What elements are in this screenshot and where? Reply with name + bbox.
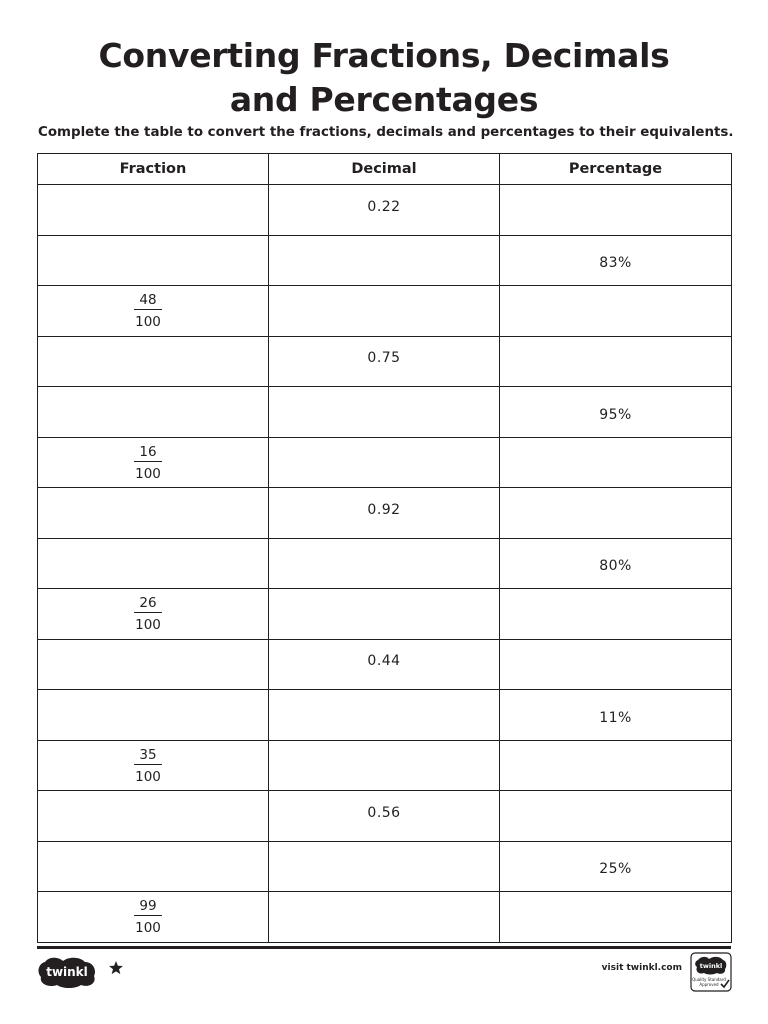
decimal-value: 0.22 — [367, 198, 401, 215]
decimal-cell[interactable] — [269, 589, 500, 640]
fraction-denominator: 100 — [135, 314, 161, 331]
fraction-denominator: 100 — [135, 465, 161, 482]
percentage-cell[interactable] — [500, 286, 732, 337]
fraction-cell[interactable] — [38, 437, 269, 488]
percentage-value: 95% — [599, 406, 632, 423]
badge-brand-text: twinkl — [699, 962, 723, 970]
decimal-value: 0.56 — [367, 804, 401, 821]
fraction-denominator: 100 — [135, 768, 161, 785]
decimal-cell[interactable] — [269, 791, 500, 842]
decimal-cell[interactable] — [269, 185, 500, 236]
percentage-cell[interactable] — [500, 791, 732, 842]
header-percentage: Percentage — [500, 154, 732, 185]
table-row — [38, 185, 732, 236]
logo-text: twinkl — [46, 965, 88, 979]
percentage-cell[interactable] — [500, 387, 732, 438]
table-row — [38, 892, 732, 943]
fraction-cell[interactable] — [38, 488, 269, 539]
header-decimal: Decimal — [269, 154, 500, 185]
instructions: Complete the table to convert the fractions, decimals and percentages to their equivalents. — [38, 125, 734, 140]
table-row — [38, 841, 732, 892]
star-icon — [108, 960, 124, 976]
fraction-denominator: 100 — [135, 920, 161, 937]
fraction-cell[interactable] — [38, 589, 269, 640]
percentage-cell[interactable] — [500, 336, 732, 387]
fraction — [134, 293, 162, 329]
fraction-numerator: 35 — [139, 746, 157, 763]
fraction-cell[interactable] — [38, 336, 269, 387]
fraction-cell[interactable] — [38, 791, 269, 842]
footer-rule — [37, 946, 731, 949]
title-line-1: Converting Fractions, Decimals — [98, 36, 670, 75]
decimal-cell[interactable] — [269, 488, 500, 539]
visit-link[interactable]: visit twinkl.com — [601, 963, 682, 973]
percentage-cell[interactable] — [500, 437, 732, 488]
decimal-cell[interactable] — [269, 336, 500, 387]
table-row — [38, 538, 732, 589]
fraction-cell[interactable] — [38, 892, 269, 943]
percentage-cell[interactable] — [500, 639, 732, 690]
fraction-cell[interactable] — [38, 286, 269, 337]
fraction-numerator: 26 — [139, 595, 157, 612]
decimal-cell[interactable] — [269, 286, 500, 337]
twinkl-logo-icon[interactable] — [37, 956, 97, 988]
fraction — [134, 899, 162, 935]
table-row — [38, 589, 732, 640]
fraction-denominator: 100 — [135, 617, 161, 634]
fraction-cell[interactable] — [38, 639, 269, 690]
table-row — [38, 336, 732, 387]
decimal-cell[interactable] — [269, 387, 500, 438]
table-row — [38, 740, 732, 791]
decimal-cell[interactable] — [269, 437, 500, 488]
percentage-value: 25% — [599, 861, 632, 878]
fraction-cell[interactable] — [38, 690, 269, 741]
decimal-cell[interactable] — [269, 740, 500, 791]
fraction-cell[interactable] — [38, 387, 269, 438]
table-row — [38, 639, 732, 690]
percentage-cell[interactable] — [500, 690, 732, 741]
fraction-cell[interactable] — [38, 185, 269, 236]
decimal-cell[interactable] — [269, 690, 500, 741]
decimal-cell[interactable] — [269, 538, 500, 589]
fraction-numerator: 48 — [139, 292, 157, 309]
percentage-cell[interactable] — [500, 488, 732, 539]
fraction-cell[interactable] — [38, 235, 269, 286]
decimal-cell[interactable] — [269, 639, 500, 690]
header-fraction: Fraction — [38, 154, 269, 185]
page-title — [0, 34, 768, 122]
conversion-table — [37, 153, 732, 943]
percentage-cell[interactable] — [500, 740, 732, 791]
fraction — [134, 748, 162, 784]
fraction-numerator: 99 — [139, 898, 157, 915]
decimal-cell[interactable] — [269, 892, 500, 943]
decimal-cell[interactable] — [269, 235, 500, 286]
decimal-value: 0.92 — [367, 501, 401, 518]
badge-line-2: Approved — [699, 982, 719, 987]
percentage-cell[interactable] — [500, 185, 732, 236]
table-header-row — [38, 154, 732, 185]
percentage-cell[interactable] — [500, 589, 732, 640]
decimal-value: 0.44 — [367, 653, 401, 670]
quality-badge-icon — [690, 952, 732, 992]
percentage-cell[interactable] — [500, 235, 732, 286]
fraction-cell[interactable] — [38, 740, 269, 791]
table-row — [38, 791, 732, 842]
table-row — [38, 235, 732, 286]
fraction — [134, 596, 162, 632]
percentage-cell[interactable] — [500, 841, 732, 892]
table-row — [38, 387, 732, 438]
fraction — [134, 445, 162, 481]
percentage-value: 80% — [599, 558, 632, 575]
table-row — [38, 437, 732, 488]
title-line-2: and Percentages — [229, 80, 539, 119]
fraction-cell[interactable] — [38, 538, 269, 589]
decimal-cell[interactable] — [269, 841, 500, 892]
percentage-value: 83% — [599, 255, 632, 272]
fraction-cell[interactable] — [38, 841, 269, 892]
table-row — [38, 488, 732, 539]
table-row — [38, 286, 732, 337]
percentage-value: 11% — [599, 709, 632, 726]
table-row — [38, 690, 732, 741]
fraction-numerator: 16 — [139, 443, 157, 460]
percentage-cell[interactable] — [500, 892, 732, 943]
badge-line-1: Quality Standard — [692, 977, 726, 982]
decimal-value: 0.75 — [367, 350, 401, 367]
percentage-cell[interactable] — [500, 538, 732, 589]
